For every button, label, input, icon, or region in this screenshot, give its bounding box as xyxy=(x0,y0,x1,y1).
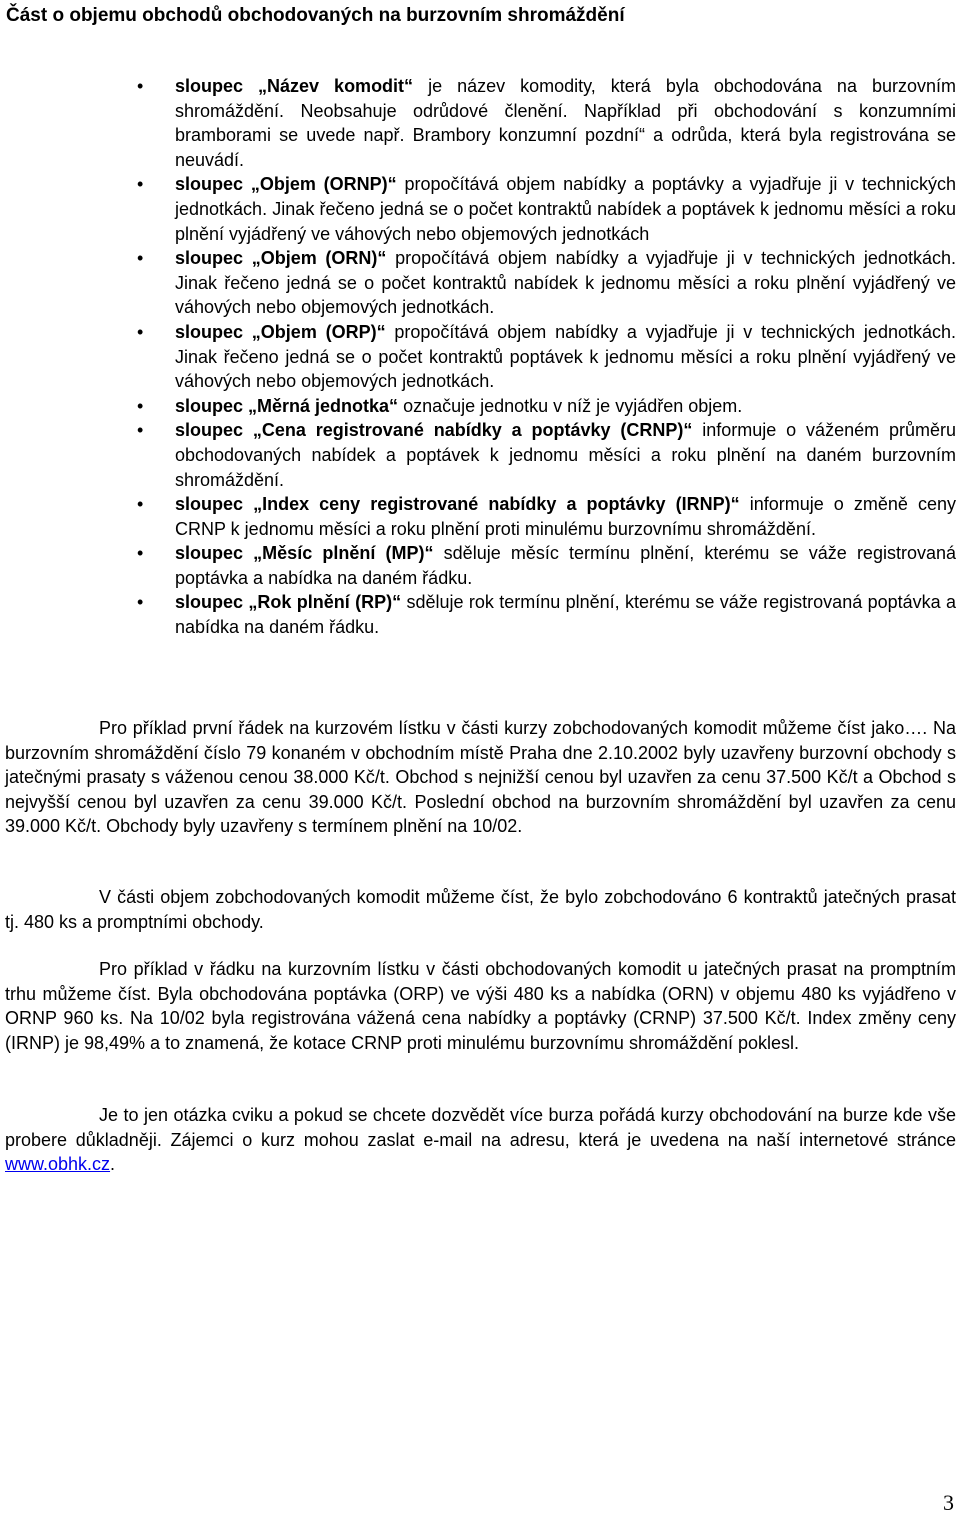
bullet-icon: • xyxy=(137,543,144,564)
website-link[interactable]: www.obhk.cz xyxy=(5,1154,111,1175)
column-description: sděluje rok termínu plnění, kterému se váže registrovaná poptávka a nabídka na daném řádku. xyxy=(175,592,956,638)
list-item xyxy=(0,394,960,419)
bullet-icon: • xyxy=(137,174,144,195)
list-item xyxy=(0,492,960,541)
example-paragraph-traded: Pro příklad první řádek na kurzovém lístku v části kurzy zobchodovaných komodit můžeme číst jako…. Na burzovním shromáždění číslo 79 konaném v obchodním místě Praha dne 2.10.2002 byly uzavřeny burzovní obchody s jatečnými prasaty s váženou cenou 38.000 Kč/t. Obchod s nejnižší cenou byl uzavřen za cenu 37.500 Kč/t a Obchod s nejvyšší cenou byl uzavřen za cenu 39.000 Kč/t. Poslední obchod na burzovním shromáždění byl uzavřen za cenu 39.000 Kč/t. Obchody byly uzavřeny s termínem plnění na 10/02. xyxy=(5,718,956,837)
closing-text: Je to jen otázka cviku a pokud se chcete dozvědět více burza pořádá kurzy obchodování na burze kde vše probere důkladněji. Zájemci o kurz mohou zaslat e-mail na adresu, která je uvedena na naší internetové stránce xyxy=(5,1105,956,1150)
list-item xyxy=(0,541,960,590)
bullet-icon: • xyxy=(137,494,144,515)
column-name: sloupec „Objem (ORNP)“ xyxy=(175,174,397,195)
column-description: propočítává objem nabídky a poptávky a vyjadřuje ji v technických jednotkách. Jinak řečeno jedná se o počet kontraktů nabídek a poptávek k jednomu měsíci a roku plnění vyjádřený ve váhových nebo objemových jednotkách xyxy=(175,174,957,244)
closing-end: . xyxy=(110,1154,116,1175)
list-item xyxy=(0,590,960,639)
column-description: sděluje měsíc termínu plnění, kterému se váže registrovaná poptávka a nabídka na daném řádku. xyxy=(175,543,956,588)
column-description: je název komodity, která byla obchodována na burzovním shromáždění. Neobsahuje odrůdové členění. Například při obchodování s konzumními bramborami se uvede např. Brambory konzumní pozdní“ a odrůda, která byla registrována se neuvádí. xyxy=(175,76,956,170)
bullet-icon: • xyxy=(137,395,144,416)
list-item xyxy=(0,172,960,246)
column-name: sloupec „Objem (ORP)“ xyxy=(175,321,386,342)
column-description-list xyxy=(0,74,960,640)
column-name: sloupec „Objem (ORN)“ xyxy=(175,248,387,269)
column-description: označuje jednotku v níž je vyjádřen objem. xyxy=(398,395,743,416)
closing-paragraph xyxy=(5,1103,956,1177)
bullet-icon: • xyxy=(137,248,144,269)
column-name: sloupec „Index ceny registrované nabídky a poptávky (IRNP)“ xyxy=(175,494,740,515)
column-name: sloupec „Název komodit“ xyxy=(175,76,414,96)
column-description: informuje o váženém průměru obchodovaných nabídek a poptávek k jednomu měsíci a roku plnění na daném burzovním shromáždění. xyxy=(175,420,956,490)
volume-paragraph: V části objem zobchodovaných komodit můžeme číst, že bylo zobchodováno 6 kontraktů jatečných prasat tj. 480 ks a promptními obchody. xyxy=(5,887,956,932)
example-paragraph-promptmarket: Pro příklad v řádku na kurzovním lístku v části obchodovaných komodit u jatečných prasat na promptním trhu můžeme číst. Byla obchodována poptávka (ORP) ve výši 480 ks a nabídka (ORN) v objemu 480 ks vyjádřeno v ORNP 960 ks. Na 10/02 byla registrována vážená cena nabídky a poptávky (CRNP) 37.500 Kč/t. Index změny ceny (IRNP) je 98,49% a to znamená, že kotace CRNP proti minulému burzovnímu shromáždění poklesl. xyxy=(5,959,956,1053)
list-item xyxy=(0,418,960,492)
column-name: sloupec „Měsíc plnění (MP)“ xyxy=(175,543,434,564)
page-number: 3 xyxy=(943,1490,954,1515)
bullet-icon: • xyxy=(137,420,144,441)
column-description: propočítává objem nabídky a vyjadřuje ji v technických jednotkách. Jinak řečeno jedná se o počet kontraktů poptávek k jednomu měsíci a roku plnění vyjádřený ve váhových nebo objemových jednotkách. xyxy=(175,321,956,392)
list-item xyxy=(0,74,960,172)
section-heading: Část o objemu obchodů obchodovaných na burzovním shromáždění xyxy=(6,5,625,26)
list-item xyxy=(0,246,960,320)
list-item xyxy=(0,320,960,394)
column-name: sloupec „Měrná jednotka“ xyxy=(175,395,399,416)
bullet-icon: • xyxy=(137,76,144,96)
column-description: informuje o změně ceny CRNP k jednomu měsíci a roku plnění proti minulému burzovnímu shromáždění. xyxy=(175,494,957,539)
bullet-icon: • xyxy=(137,592,144,613)
column-name: sloupec „Cena registrované nabídky a poptávky (CRNP)“ xyxy=(175,420,693,441)
bullet-icon: • xyxy=(137,321,144,342)
column-name: sloupec „Rok plnění (RP)“ xyxy=(175,592,402,613)
column-description: propočítává objem nabídky a vyjadřuje ji v technických jednotkách. Jinak řečeno jedná se o počet kontraktů nabídek k jednomu měsíci a roku plnění vyjádřený ve váhových nebo objemových jednotkách. xyxy=(175,248,956,318)
